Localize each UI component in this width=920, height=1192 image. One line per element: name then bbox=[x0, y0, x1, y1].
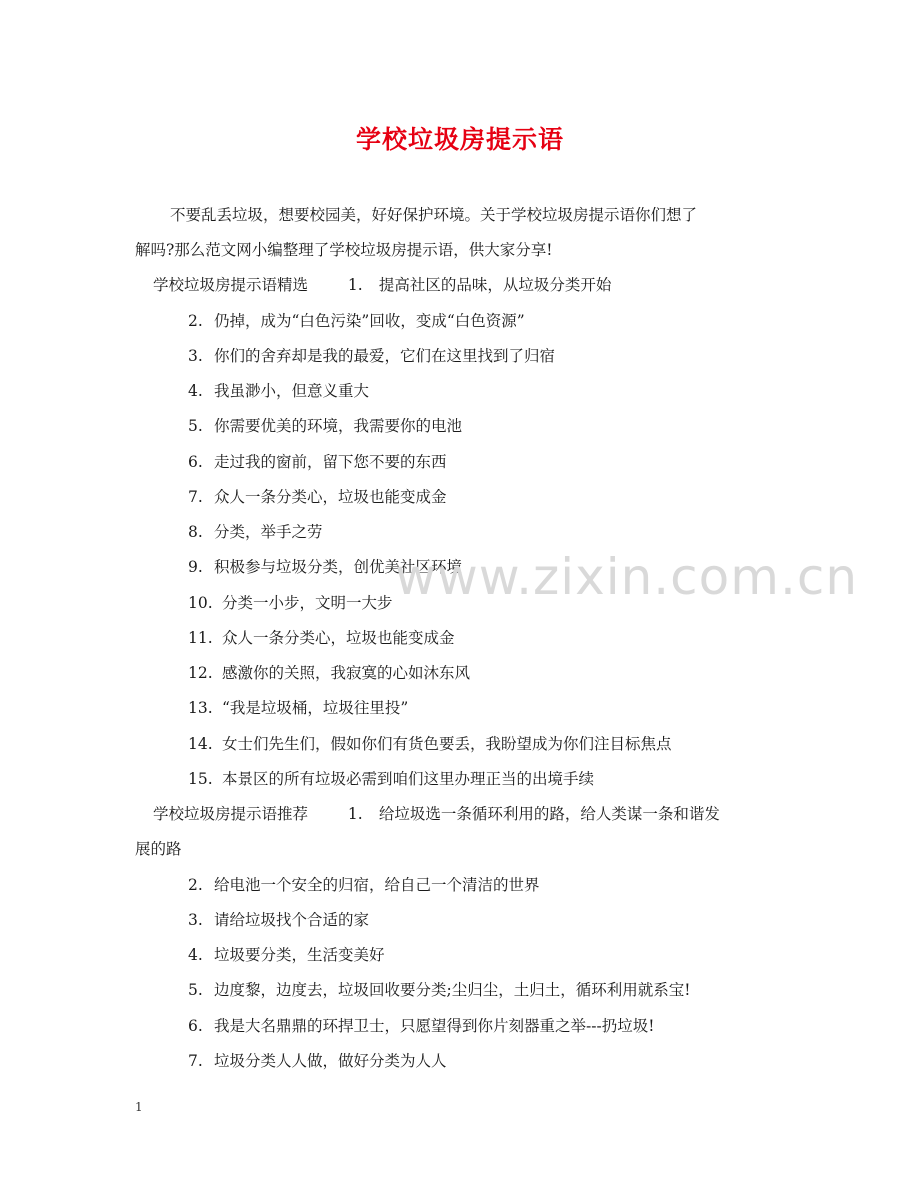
list-item bbox=[188, 591, 393, 613]
list-item-text: 垃圾要分类，生活变美好 bbox=[214, 946, 385, 964]
list-item bbox=[188, 873, 540, 895]
list-item-text: 分类一小步，文明一大步 bbox=[222, 594, 393, 612]
list-item-text: 你需要优美的环境，我需要你的电池 bbox=[214, 417, 463, 435]
list-item-text: 请给垃圾找个合适的家 bbox=[214, 911, 370, 929]
list-item bbox=[188, 344, 555, 366]
list-item bbox=[188, 485, 447, 507]
list-item-text: 给电池一个安全的归宿，给自己一个清洁的世界 bbox=[214, 876, 540, 894]
list-item bbox=[188, 1049, 447, 1071]
list-item-text: 女士们先生们，假如你们有货色要丢，我盼望成为你们注目标焦点 bbox=[222, 735, 672, 753]
list-item-number: 8. bbox=[188, 523, 203, 541]
list-item-text: 感激你的关照，我寂寞的心如沐东风 bbox=[222, 664, 471, 682]
section-2-heading: 学校垃圾房提示语推荐 bbox=[153, 805, 309, 823]
list-item-number: 1. bbox=[347, 805, 363, 823]
section-2-heading-row bbox=[153, 802, 720, 824]
list-item bbox=[188, 767, 594, 789]
list-item-continuation: 展的路 bbox=[135, 840, 182, 858]
watermark: www.zixin.com.cn bbox=[395, 548, 859, 606]
list-item-number: 9. bbox=[188, 558, 203, 576]
list-item-text: 你们的舍弃却是我的最爱，它们在这里找到了归宿 bbox=[214, 347, 556, 365]
list-item-number: 1. bbox=[347, 276, 363, 294]
section-1-heading: 学校垃圾房提示语精选 bbox=[153, 276, 309, 294]
list-item-text: 给垃圾选一条循环利用的路，给人类谋一条和谐发 bbox=[378, 805, 720, 823]
list-item bbox=[188, 908, 369, 930]
section-1-heading-row bbox=[153, 273, 611, 295]
list-item-number: 13. bbox=[188, 699, 213, 717]
list-item-number: 7. bbox=[188, 1052, 203, 1070]
list-item-text: 众人一条分类心，垃圾也能变成金 bbox=[214, 488, 447, 506]
list-item-number: 4. bbox=[188, 382, 203, 400]
list-item bbox=[188, 1014, 654, 1036]
list-item bbox=[188, 414, 462, 436]
intro-line-1: 不要乱丢垃圾，想要校园美，好好保护环境。关于学校垃圾房提示语你们想了 bbox=[170, 206, 698, 224]
list-item bbox=[188, 379, 369, 401]
list-item-number: 3. bbox=[188, 911, 203, 929]
list-item-number: 6. bbox=[188, 453, 203, 471]
list-item bbox=[188, 943, 385, 965]
list-item-number: 7. bbox=[188, 488, 203, 506]
page-title: 学校垃圾房提示语 bbox=[355, 125, 564, 154]
list-item-text: 众人一条分类心，垃圾也能变成金 bbox=[222, 629, 455, 647]
list-item bbox=[188, 732, 672, 754]
list-item-text: 积极参与垃圾分类，创优美社区环境 bbox=[214, 558, 463, 576]
list-item-number: 10. bbox=[188, 594, 213, 612]
list-item-text: 我虽渺小，但意义重大 bbox=[214, 382, 370, 400]
list-item bbox=[188, 309, 525, 331]
list-item bbox=[188, 626, 455, 648]
list-item bbox=[188, 520, 323, 542]
list-item-number: 12. bbox=[188, 664, 213, 682]
list-item bbox=[188, 978, 690, 1000]
list-item-number: 2. bbox=[188, 876, 203, 894]
list-item-number: 11. bbox=[188, 629, 213, 647]
list-item-number: 2. bbox=[188, 312, 203, 330]
list-item-number: 5. bbox=[188, 981, 203, 999]
list-item-text: 提高社区的品味，从垃圾分类开始 bbox=[378, 276, 612, 294]
list-item-text: 边度黎，边度去，垃圾回收要分类;尘归尘，土归土，循环利用就系宝! bbox=[214, 981, 691, 999]
list-item-number: 3. bbox=[188, 347, 203, 365]
list-item-text: 本景区的所有垃圾必需到咱们这里办理正当的出境手续 bbox=[222, 770, 595, 788]
list-item-text: 仍掉，成为“白色污染”回收，变成“白色资源” bbox=[214, 312, 525, 330]
list-item-number: 6. bbox=[188, 1017, 203, 1035]
list-item-number: 14. bbox=[188, 735, 213, 753]
list-item-text: 走过我的窗前，留下您不要的东西 bbox=[214, 453, 447, 471]
page-number: 1 bbox=[135, 1100, 143, 1114]
list-item-text: 分类，举手之劳 bbox=[214, 523, 323, 541]
list-item-number: 4. bbox=[188, 946, 203, 964]
list-item-number: 5. bbox=[188, 417, 203, 435]
list-item-number: 15. bbox=[188, 770, 213, 788]
list-item bbox=[188, 661, 470, 683]
list-item-text: “我是垃圾桶，垃圾往里投” bbox=[222, 699, 409, 717]
list-item-text: 垃圾分类人人做，做好分类为人人 bbox=[214, 1052, 447, 1070]
intro-line-2: 解吗?那么范文网小编整理了学校垃圾房提示语，供大家分享! bbox=[135, 241, 553, 259]
list-item-text: 我是大名鼎鼎的环捍卫士，只愿望得到你片刻器重之举---扔垃圾! bbox=[214, 1017, 655, 1035]
list-item bbox=[188, 450, 447, 472]
list-item bbox=[188, 696, 408, 718]
